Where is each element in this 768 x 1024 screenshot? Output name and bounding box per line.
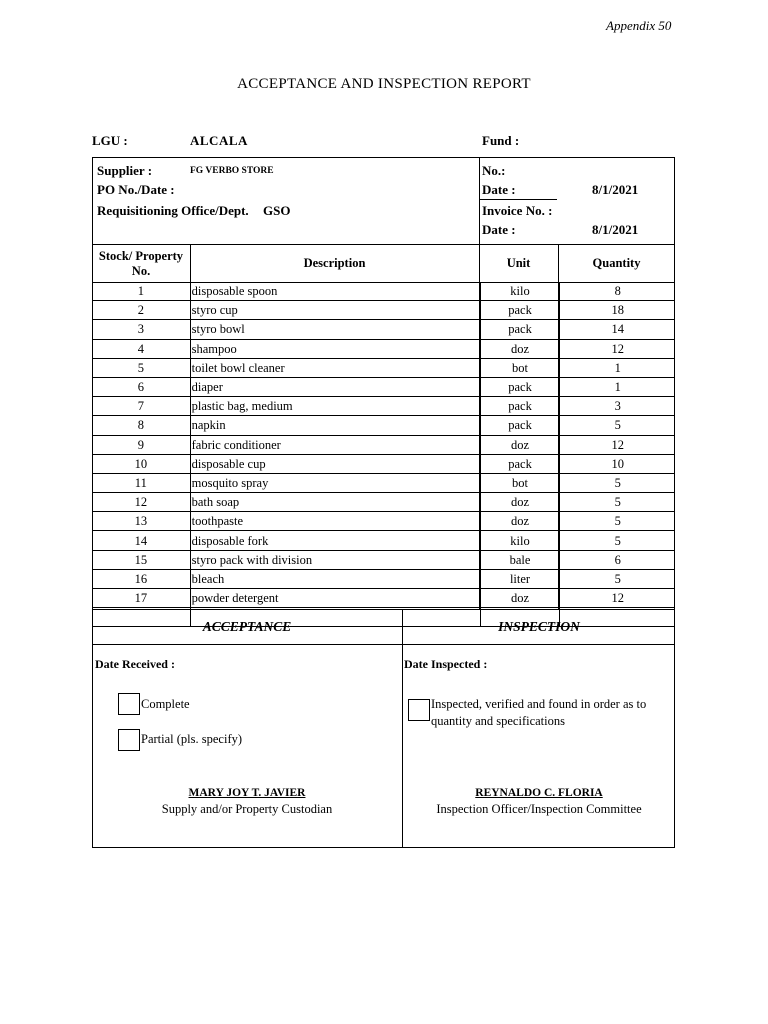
item-number: 13: [92, 512, 190, 531]
item-unit: pack: [480, 397, 560, 416]
lgu-label: LGU :: [92, 133, 128, 148]
complete-label: Complete: [141, 697, 190, 711]
item-description: plastic bag, medium: [190, 397, 480, 416]
item-number: 15: [92, 550, 190, 569]
table-row: [92, 512, 675, 531]
item-description: styro pack with division: [190, 550, 480, 569]
item-number: 6: [92, 377, 190, 396]
item-number: 8: [92, 416, 190, 435]
supplier-label: Supplier :: [97, 163, 153, 178]
inspection-role: Inspection Officer/Inspection Committee: [436, 802, 642, 816]
table-row: [92, 339, 675, 358]
item-unit: liter: [480, 569, 560, 588]
table-row: [92, 569, 675, 588]
item-number: 9: [92, 435, 190, 454]
table-row: [92, 320, 675, 339]
section-heading-rule: [92, 644, 675, 645]
item-unit: doz: [480, 512, 560, 531]
item-description: styro bowl: [190, 320, 480, 339]
item-unit: pack: [480, 301, 560, 320]
table-row: [92, 416, 675, 435]
item-number: 5: [92, 358, 190, 377]
report-title: ACCEPTANCE AND INSPECTION REPORT: [237, 76, 531, 92]
inspection-signatory: REYNALDO C. FLORIA: [475, 787, 603, 799]
item-unit: bale: [480, 550, 560, 569]
item-number: 14: [92, 531, 190, 550]
item-quantity: 3: [560, 397, 675, 416]
col-quantity: Quantity: [592, 256, 641, 270]
date-value-1: 8/1/2021: [592, 182, 639, 197]
date-inspected-label: Date Inspected :: [404, 657, 488, 671]
item-quantity: 12: [560, 435, 675, 454]
item-number: 2: [92, 301, 190, 320]
item-quantity: 5: [560, 569, 675, 588]
item-unit: bot: [480, 358, 560, 377]
item-number: 1: [92, 282, 190, 301]
item-description: powder detergent: [190, 589, 480, 608]
supplier-value: FG VERBO STORE: [190, 166, 274, 176]
item-unit: pack: [480, 416, 560, 435]
item-number: 11: [92, 473, 190, 492]
date-label-1: Date :: [482, 182, 516, 197]
inspected-statement: [431, 696, 646, 730]
item-number: 16: [92, 569, 190, 588]
col-unit: Unit: [506, 256, 531, 270]
item-unit: doz: [480, 339, 560, 358]
table-row: [92, 301, 675, 320]
partial-label: Partial (pls. specify): [141, 732, 243, 746]
invoice-label: Invoice No. :: [482, 203, 553, 218]
inspection-heading: INSPECTION: [498, 619, 580, 634]
item-quantity: 5: [560, 512, 675, 531]
items-table: [92, 282, 675, 627]
item-quantity: 18: [560, 301, 675, 320]
item-description: fabric conditioner: [190, 435, 480, 454]
acceptance-signatory: MARY JOY T. JAVIER: [188, 787, 306, 799]
item-quantity: 1: [560, 377, 675, 396]
table-row: [92, 493, 675, 512]
table-row: [92, 531, 675, 550]
item-quantity: 5: [560, 493, 675, 512]
item-description: bath soap: [190, 493, 480, 512]
inspected-statement-line2: quantity and specifications: [431, 714, 565, 728]
no-label: No.:: [482, 163, 506, 178]
item-quantity: 12: [560, 339, 675, 358]
item-quantity: 1: [560, 358, 675, 377]
inspected-statement-line1: Inspected, verified and found in order as to: [431, 697, 647, 711]
appendix-label: Appendix 50: [606, 18, 672, 33]
partial-checkbox[interactable]: [118, 729, 140, 751]
item-description: napkin: [190, 416, 480, 435]
item-unit: kilo: [480, 531, 560, 550]
item-unit: pack: [480, 320, 560, 339]
item-quantity: 5: [560, 473, 675, 492]
item-description: diaper: [190, 377, 480, 396]
item-unit: pack: [480, 377, 560, 396]
item-quantity: 5: [560, 531, 675, 550]
complete-checkbox[interactable]: [118, 693, 140, 715]
table-row: [92, 589, 675, 608]
item-number: 7: [92, 397, 190, 416]
item-description: styro cup: [190, 301, 480, 320]
col-stock-no: [92, 249, 190, 279]
lgu-value: ALCALA: [190, 133, 248, 148]
item-quantity: 14: [560, 320, 675, 339]
item-description: toilet bowl cleaner: [190, 358, 480, 377]
requisitioning-value: GSO: [263, 203, 291, 218]
invoice-rule: [479, 199, 557, 200]
item-quantity: 12: [560, 589, 675, 608]
date-label-2: Date :: [482, 222, 516, 237]
item-quantity: 5: [560, 416, 675, 435]
item-number: 3: [92, 320, 190, 339]
col-description: Description: [303, 256, 366, 270]
item-description: bleach: [190, 569, 480, 588]
item-number: 12: [92, 493, 190, 512]
item-quantity: 8: [560, 282, 675, 301]
col-stock-no-line2: No.: [131, 264, 151, 278]
header-bottom-rule: [92, 244, 675, 245]
table-row: [92, 550, 675, 569]
item-description: shampoo: [190, 339, 480, 358]
requisitioning-label: Requisitioning Office/Dept.: [97, 203, 249, 218]
item-number: 10: [92, 454, 190, 473]
col-stock-no-line1: Stock/ Property: [98, 249, 184, 263]
table-row: [92, 377, 675, 396]
acceptance-heading: ACCEPTANCE: [202, 619, 292, 634]
item-unit: pack: [480, 454, 560, 473]
item-description: disposable cup: [190, 454, 480, 473]
table-row: [92, 473, 675, 492]
item-description: mosquito spray: [190, 473, 480, 492]
item-description: disposable fork: [190, 531, 480, 550]
item-number: 17: [92, 589, 190, 608]
item-number: 4: [92, 339, 190, 358]
date-received-label: Date Received :: [95, 657, 175, 671]
table-row: [92, 397, 675, 416]
table-row: [92, 454, 675, 473]
inspected-checkbox[interactable]: [408, 699, 430, 721]
item-quantity: 10: [560, 454, 675, 473]
item-quantity: 6: [560, 550, 675, 569]
table-row: [92, 358, 675, 377]
po-label: PO No./Date :: [97, 182, 175, 197]
date-value-2: 8/1/2021: [592, 222, 639, 237]
acceptance-role: Supply and/or Property Custodian: [161, 802, 333, 816]
fund-label: Fund :: [482, 133, 520, 148]
item-unit: doz: [480, 493, 560, 512]
item-description: disposable spoon: [190, 282, 480, 301]
item-unit: kilo: [480, 282, 560, 301]
item-unit: doz: [480, 435, 560, 454]
item-unit: doz: [480, 589, 560, 608]
table-row: [92, 435, 675, 454]
table-row: [92, 282, 675, 301]
item-unit: bot: [480, 473, 560, 492]
item-description: toothpaste: [190, 512, 480, 531]
